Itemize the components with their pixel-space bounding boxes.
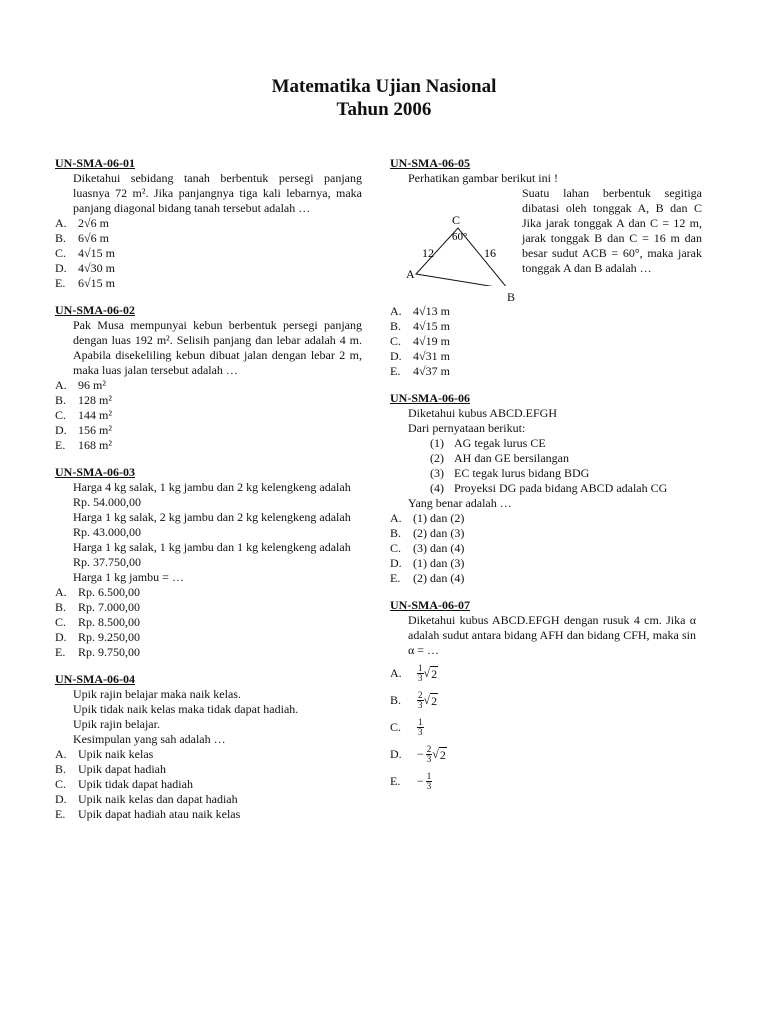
triangle-figure: [390, 186, 702, 304]
option-d: D. Rp. 9.250,00: [55, 630, 141, 644]
question-intro: Perhatikan gambar berikut ini !: [408, 171, 558, 185]
option-a: A. (1) dan (2): [390, 511, 465, 525]
page-subtitle: Tahun 2006: [336, 99, 432, 120]
options-list: [55, 378, 362, 453]
question-06: [390, 391, 696, 586]
label-c: C: [452, 213, 461, 227]
option-d: D. − $\frac{2}{3}$ √ 2: [390, 744, 446, 764]
option-c: C. Rp. 8.500,00: [55, 615, 141, 629]
option-b: B. Upik dapat hadiah: [55, 762, 166, 776]
option-c: C. 144 m²: [55, 408, 112, 422]
option-a: A. Rp. 6.500,00: [55, 585, 141, 599]
statements-list: [430, 436, 696, 496]
option-e: E. − $\frac{1}{3}$: [390, 771, 432, 791]
question-id: UN-SMA-06-06: [390, 391, 470, 405]
option-e: E. (2) dan (4): [390, 571, 465, 585]
options-list: [390, 304, 696, 379]
option-b: B. $\frac{2}{3}$ √ 2: [390, 690, 438, 710]
label-ac: 12: [422, 246, 434, 260]
option-a: A. Upik naik kelas: [55, 747, 154, 761]
question-id: UN-SMA-06-01: [55, 156, 135, 170]
option-c: C. $\frac{1}{3}$: [390, 717, 423, 737]
options-list: [55, 747, 362, 822]
options-list: [390, 660, 696, 795]
option-c: C. 4√15 m: [55, 246, 115, 260]
option-a: A. $\frac{1}{3}$ √ 2: [390, 663, 438, 683]
question-text: Diketahui sebidang tanah berbentuk persegi panjang luasnya 72 m². Jika panjangnya tiga kali lebarnya, maka panjang diagonal bidang tanah tersebut adalah …: [73, 171, 362, 215]
option-d: D. (1) dan (3): [390, 556, 465, 570]
figure-description: Suatu lahan berbentuk segitiga dibatasi oleh tonggak A, B dan C Jika jarak tonggak A dan C = 12 m, jarak tonggak B dan C = 16 m dan besar sudut ACB = 60°, maka jarak tonggak A dan B adalah …: [522, 186, 702, 275]
option-a: A. 96 m²: [55, 378, 106, 392]
option-e: E. Rp. 9.750,00: [55, 645, 141, 659]
option-e: E. Upik dapat hadiah atau naik kelas: [55, 807, 241, 821]
question-05: [390, 156, 702, 379]
label-bc: 16: [484, 246, 496, 260]
statement-1: (1) AG tegak lurus CE: [430, 436, 546, 450]
statement-3: (3) EC tegak lurus bidang BDG: [430, 466, 590, 480]
question-id: UN-SMA-06-04: [55, 672, 135, 686]
option-b: B. 128 m²: [55, 393, 112, 407]
option-a: A. 2√6 m: [55, 216, 109, 230]
question-07: [390, 598, 696, 795]
question-id: UN-SMA-06-07: [390, 598, 470, 612]
options-list: [390, 511, 696, 586]
question-id: UN-SMA-06-05: [390, 156, 470, 170]
option-a: A. 4√13 m: [390, 304, 450, 318]
statement-2: (2) AH dan GE bersilangan: [430, 451, 569, 465]
question-prompt: Yang benar adalah …: [408, 496, 512, 510]
question-02: [55, 303, 362, 453]
option-b: B. 4√15 m: [390, 319, 450, 333]
option-e: E. 4√37 m: [390, 364, 450, 378]
label-b: B: [507, 290, 516, 304]
page-title: Matematika Ujian Nasional: [271, 76, 497, 97]
question-04: [55, 672, 362, 822]
options-list: [55, 216, 362, 291]
option-b: B. Rp. 7.000,00: [55, 600, 141, 614]
label-angle: 60°: [452, 231, 468, 243]
option-d: D. 4√30 m: [55, 261, 115, 275]
question-text: Harga 4 kg salak, 1 kg jambu dan 2 kg kelengkeng adalah Rp. 54.000,00 Harga 1 kg salak, 2 kg jambu dan 2 kg kelengkeng adalah Rp. 43.000,00 Harga 1 kg salak, 1 kg jambu dan 1 kg kelengkeng adalah Rp. 37.750,00 Harga 1 kg jambu = …: [73, 480, 351, 584]
question-03: [55, 465, 362, 660]
option-b: B. 6√6 m: [55, 231, 109, 245]
option-d: D. Upik naik kelas dan dapat hadiah: [55, 792, 238, 806]
question-01: [55, 156, 362, 291]
statement-4: (4) Proyeksi DG pada bidang ABCD adalah CG: [430, 481, 668, 495]
question-text: Diketahui kubus ABCD.EFGH Dari pernyataan berikut:: [408, 406, 558, 435]
option-e: E. 168 m²: [55, 438, 112, 452]
option-c: C. (3) dan (4): [390, 541, 465, 555]
option-b: B. (2) dan (3): [390, 526, 465, 540]
left-column: [55, 156, 362, 834]
options-list: [55, 585, 362, 660]
question-text: Diketahui kubus ABCD.EFGH dengan rusuk 4 cm. Jika α adalah sudut antara bidang AFH dan bidang CFH, maka sin α = …: [408, 613, 696, 657]
right-column: [390, 156, 702, 807]
option-d: D. 4√31 m: [390, 349, 450, 363]
option-c: C. Upik tidak dapat hadiah: [55, 777, 193, 791]
option-e: E. 6√15 m: [55, 276, 115, 290]
question-id: UN-SMA-06-02: [55, 303, 135, 317]
label-a: A: [406, 267, 415, 281]
option-c: C. 4√19 m: [390, 334, 450, 348]
question-text: Pak Musa mempunyai kebun berbentuk persegi panjang dengan luas 192 m². Selisih panjang dan lebar adalah 4 m. Apabila disekeliling kebun dibuat jalan dengan lebar 2 m, maka luas jalan tersebut adalah …: [73, 318, 362, 377]
triangle-diagram: [390, 186, 522, 286]
question-id: UN-SMA-06-03: [55, 465, 135, 479]
option-d: D. 156 m²: [55, 423, 112, 437]
question-text: Upik rajin belajar maka naik kelas. Upik tidak naik kelas maka tidak dapat hadiah. Upik rajin belajar. Kesimpulan yang sah adalah …: [73, 687, 299, 746]
